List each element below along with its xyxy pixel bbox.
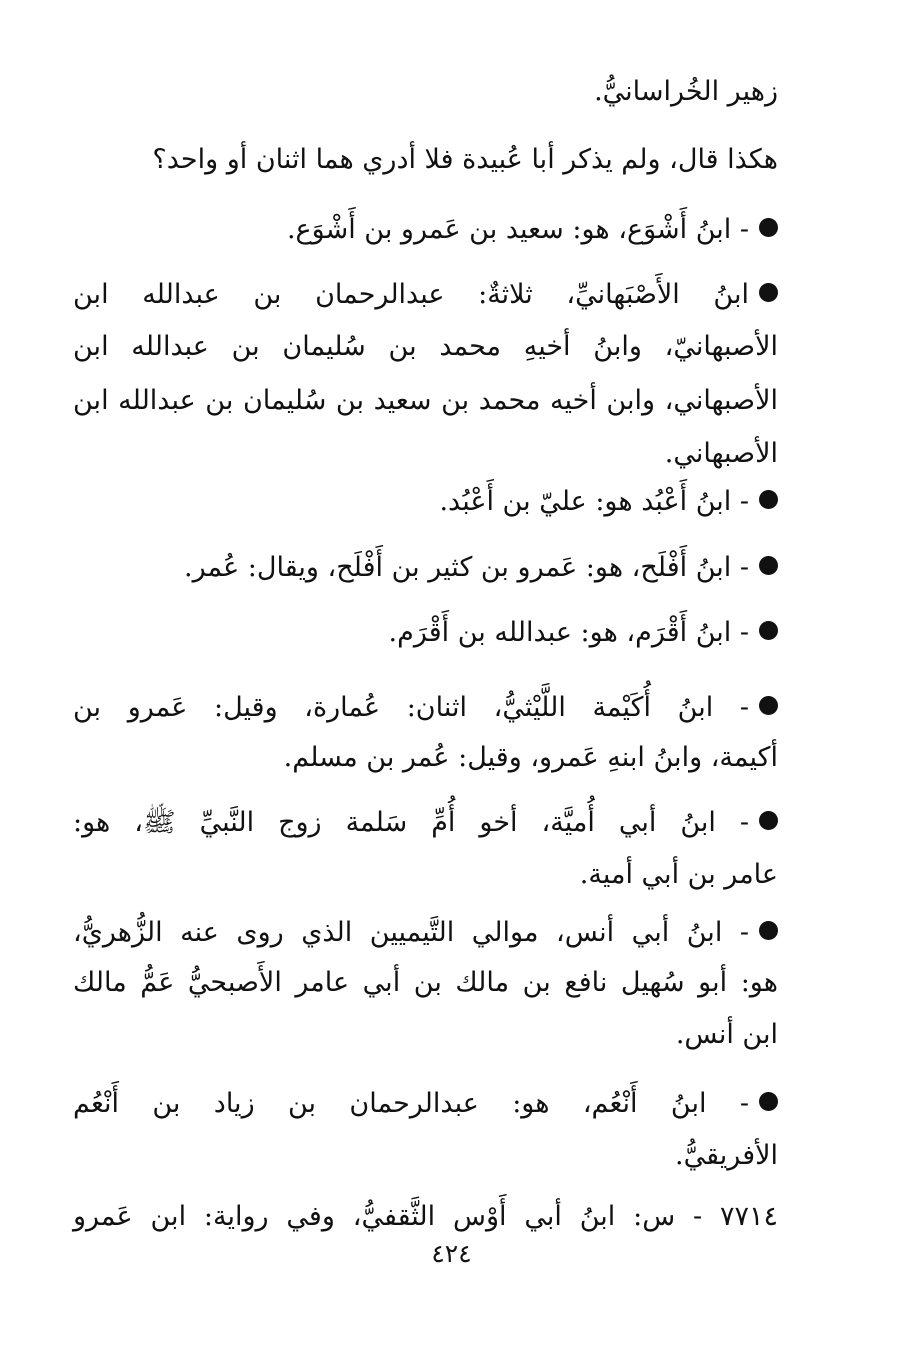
entry-line: - ابنُ أبي أنس، موالي التَّيميين الذي روى عنه الزُّهريُّ، bbox=[73, 913, 778, 953]
entry-line: - ابنُ أَفْلَح، هو: عَمرو بن كثير بن أَفْلَح، ويقال: عُمر. bbox=[73, 548, 778, 588]
entry-line: - ابنُ أَشْوَع، هو: سعيد بن عَمرو بن أَشْوَع. bbox=[73, 210, 778, 250]
bullet-icon bbox=[759, 696, 778, 715]
page-number: ٤٢٤ bbox=[431, 1239, 472, 1268]
bullet-icon bbox=[759, 1092, 778, 1111]
bullet-icon bbox=[759, 921, 778, 940]
text-line: الأصبهاني. bbox=[664, 438, 778, 469]
entry-line: - ابنُ أَنْعُم، هو: عبدالرحمان بن زياد بن أَنْعُم bbox=[73, 1084, 778, 1124]
entry-line: - ابنُ أَعْبُد هو: عليّ بن أَعْبُد. bbox=[73, 482, 778, 522]
text-line: الأفريقيُّ. bbox=[675, 1140, 778, 1171]
bullet-icon bbox=[759, 811, 778, 830]
bullet-icon bbox=[759, 490, 778, 509]
text-line: زهير الخُراسانيُّ. bbox=[594, 76, 778, 107]
entry-line: - ابنُ أبي أُميَّة، أخو أُمِّ سَلمة زوج النَّبيِّ ﷺ، هو: bbox=[73, 803, 778, 843]
bullet-icon bbox=[759, 621, 778, 640]
text-line: ابن أنس. bbox=[675, 1019, 778, 1050]
entry-number-line: ٧٧١٤ - س: ابنُ أبي أَوْس الثَّقفيُّ، وفي رواية: ابن عَمرو bbox=[73, 1201, 778, 1232]
text-line: هو: أبو سُهيل نافع بن مالك بن أبي عامر الأَصبحيُّ عَمُّ مالك bbox=[73, 967, 778, 998]
text-line: هكذا قال، ولم يذكر أبا عُبيدة فلا أدري هما اثنان أو واحد؟ bbox=[152, 144, 778, 175]
text-line: عامر بن أبي أمية. bbox=[579, 859, 778, 890]
text-line: أكيمة، وابنُ ابنهِ عَمرو، وقيل: عُمر بن مسلم. bbox=[283, 742, 778, 773]
bullet-icon bbox=[759, 556, 778, 575]
bullet-icon bbox=[759, 218, 778, 237]
entry-line: - ابنُ أُكَيْمة اللَّيْثيُّ، اثنان: عُمارة، وقيل: عَمرو بن bbox=[73, 688, 778, 728]
bullet-icon bbox=[759, 283, 778, 302]
entry-line: - ابنُ أَقْرَم، هو: عبدالله بن أَقْرَم. bbox=[73, 613, 778, 653]
text-line: الأصبهاني، وابن أخيه محمد بن سعيد بن سُليمان بن عبدالله ابن bbox=[73, 385, 778, 416]
entry-line: ابنُ الأَصْبَهانيِّ، ثلاثةٌ: عبدالرحمان بن عبدالله ابن bbox=[73, 275, 778, 315]
text-line: الأصبهانيّ، وابنُ أخيهِ محمد بن سُليمان بن عبدالله ابن bbox=[73, 331, 778, 362]
